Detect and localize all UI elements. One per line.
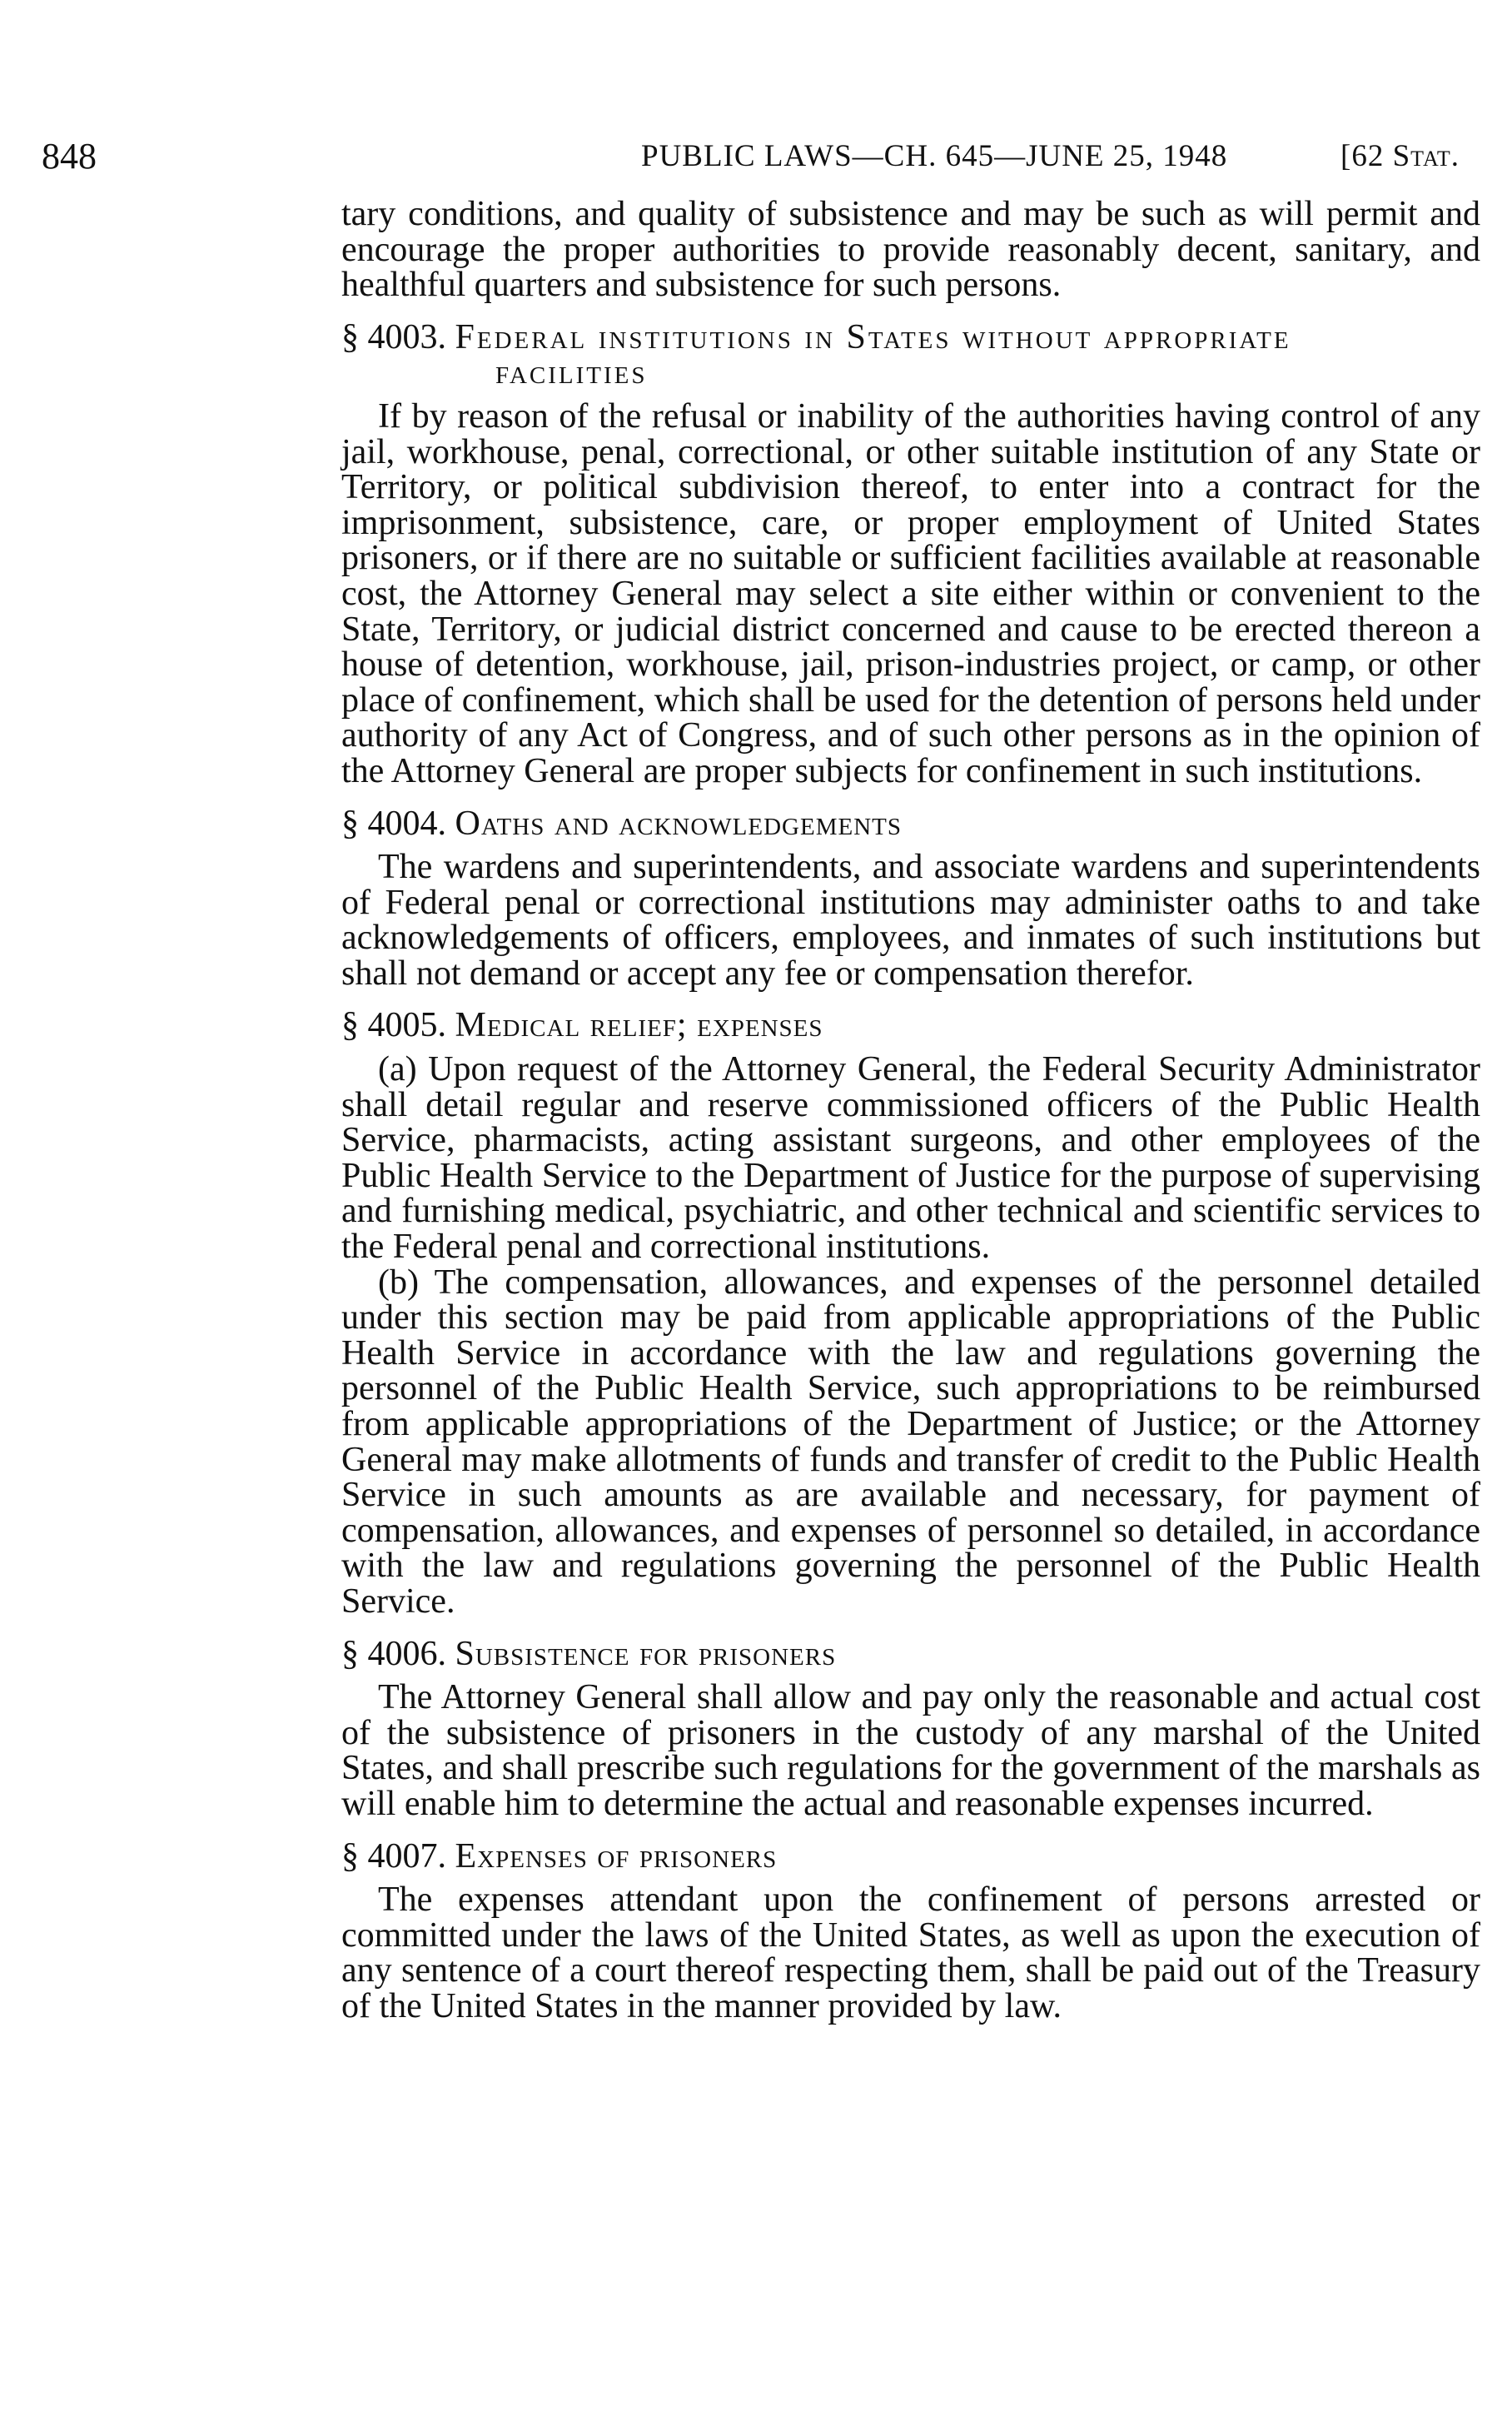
section-heading-4005: [341, 1008, 1480, 1044]
section-heading-4006: [341, 1636, 1480, 1672]
section-paragraph: If by reason of the refusal or inability of the authorities having control of any jail, workhouse, penal, correctional, or other suitable institution of any State or Territory, or political subdivision thereof, to enter into a contract for the imprisonment, subsistence, care, or proper employment of United States prisoners, or if there are no suitable or sufficient facilities available at reasonable cost, the Attorney General may select a site either within or convenient to the State, Territory, or judicial district concerned and cause to be erected thereon a house of detention, workhouse, jail, prison-industries project, or camp, or other place of confinement, which shall be used for the detention of persons held under authority of any Act of Congress, and of such other persons as in the opinion of the Attorney General are proper subjects for confinement in such institutions.: [341, 396, 1480, 790]
running-title: PUBLIC LAWS—CH. 645—JUNE 25, 1948: [641, 139, 1228, 173]
section-heading-4007: [341, 1836, 1480, 1876]
section-paragraph: The wardens and superintendents, and associate wardens and superintendents of Federal penal or correctional institutions may administer oaths to and take acknowledgements of officers, employees, and inmates of such institutions but shall not demand or accept any fee or compensation therefor.: [341, 848, 1480, 993]
opening-paragraph: tary conditions, and quality of subsistence and may be such as will permit and encourage the proper authorities to provide reasonably decent, sanitary, and healthful quarters and subsistence for such persons.: [341, 195, 1480, 305]
statute-reference: [62 Stat.: [1340, 139, 1460, 173]
section-paragraph: The expenses attendant upon the confinement of persons arrested or committed under the laws of the United States, as well as upon the execution of any sentence of a court thereof respecting them, shall be paid out of the Treasury of the United States in the manner provided by law.: [341, 1881, 1480, 2025]
section-paragraph: (b) The compensation, allowances, and expenses of the personnel detailed under this section may be paid from applicable appropriations of the Public Health Service in accordance with the law and regulations governing the personnel of the Public Health Service, such appropriations to be reimbursed from applicable appropriations of the Department of Justice; or the Attorney General may make allotments of funds and transfer of credit to the Public Health Service in such amounts as are available and necessary, for payment of compensation, allowances, and expenses of personnel so detailed, in accordance with the law and regulations governing the personnel of the Public Health Service.: [341, 1263, 1480, 1621]
section-paragraph: The Attorney General shall allow and pay only the reasonable and actual cost of the subsistence of prisoners in the custody of any marshal of the United States, and shall prescribe such regulations for the government of the marshals as will enable him to determine the actual and reasonable expenses incurred.: [341, 1678, 1480, 1823]
section-number: § 4003.: [341, 317, 446, 356]
section-number: § 4007.: [341, 1836, 446, 1876]
section-number: § 4004.: [341, 804, 446, 843]
body-text: [341, 197, 1480, 2025]
section-title: Subsistence for prisoners: [455, 1634, 837, 1673]
page-header: [42, 135, 1482, 177]
section-title: Federal institutions in States without appropriate: [455, 317, 1291, 356]
page-number: 848: [42, 136, 97, 177]
section-title: Oaths and acknowledgements: [455, 804, 902, 843]
section-title-continued: facilities: [495, 353, 648, 392]
section-heading-4003: [341, 317, 1480, 392]
section-number: § 4006.: [341, 1634, 446, 1673]
section-title: Expenses of prisoners: [455, 1836, 778, 1876]
section-paragraph: (a) Upon request of the Attorney General, the Federal Security Administrator shall detail regular and reserve commissioned officers of the Public Health Service, pharmacists, acting assistant surgeons, and other employees of the Public Health Service to the Department of Justice for the purpose of supervising and furnishing medical, psychiatric, and other technical and scientific services to the Federal penal and correctional institutions.: [341, 1050, 1480, 1267]
section-number: § 4005.: [341, 1006, 446, 1045]
section-title: Medical relief; expenses: [455, 1006, 823, 1045]
section-heading-4004: [341, 806, 1480, 842]
